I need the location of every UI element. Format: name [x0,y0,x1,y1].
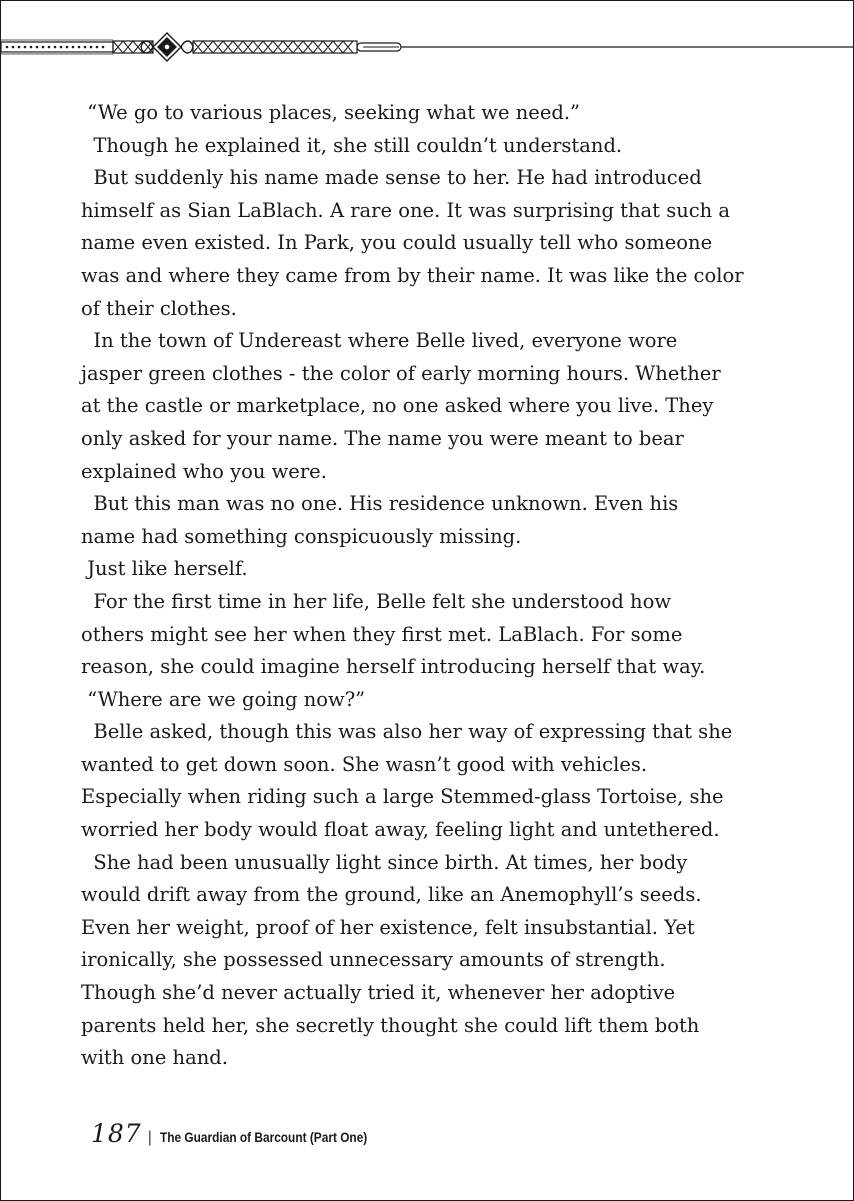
text-line: But suddenly his name made sense to her. He had introduced [81,166,702,190]
text-line: name had something conspicuously missing. [81,524,522,548]
text-line: explained who you were. [81,459,327,483]
text-line: was and where they came from by their name. It was like the color [81,263,744,287]
text-line: wanted to get down soon. She wasn’t good with vehicles. [81,752,648,776]
text-line: Though he explained it, she still couldn’t understand. [81,133,623,157]
text-line: himself as Sian LaBlach. A rare one. It was surprising that such a [81,198,731,222]
text-line: only asked for your name. The name you were meant to bear [81,426,684,450]
text-line: Just like herself. [81,557,248,581]
text-line: jasper green clothes - the color of early morning hours. Whether [81,361,721,385]
text-line: Especially when riding such a large Stemmed-glass Tortoise, she [81,785,724,809]
text-line: Belle asked, though this was also her way of expressing that she [81,720,733,744]
text-line: Even her weight, proof of her existence, felt insubstantial. Yet [81,915,695,939]
text-line: name even existed. In Park, you could usually tell who someone [81,231,713,255]
text-line: others might see her when they first met. LaBlach. For some [81,622,683,646]
text-line: worried her body would float away, feeling light and untethered. [81,818,720,842]
footer-separator: | [147,1129,152,1146]
text-line: of their clothes. [81,296,237,320]
page-footer [91,1119,395,1159]
text-line: parents held her, she secretly thought she could lift them both [81,1013,700,1037]
text-line: But this man was no one. His residence unknown. Even his [81,492,679,516]
story-text [81,97,771,1075]
text-line: Though she’d never actually tried it, whenever her adoptive [81,981,676,1005]
text-line: with one hand. [81,1046,228,1070]
text-line: For the first time in her life, Belle felt she understood how [81,589,672,613]
text-line: “Where are we going now?” [81,687,366,711]
text-line: would drift away from the ground, like an Anemophyll’s seeds. [81,883,702,907]
text-line: at the castle or marketplace, no one asked where you live. They [81,394,714,418]
text-line: She had been unusually light since birth. At times, her body [81,850,688,874]
text-line: ironically, she possessed unnecessary amounts of strength. [81,948,666,972]
text-line: In the town of Undereast where Belle lived, everyone wore [81,329,678,353]
text-line: “We go to various places, seeking what we need.” [81,101,581,124]
header-ornament [1,31,853,65]
running-title: The Guardian of Barcount (Part One) [159,1130,368,1145]
page-number: 187 [91,1119,142,1148]
text-line: reason, she could imagine herself introducing herself that way. [81,655,706,679]
